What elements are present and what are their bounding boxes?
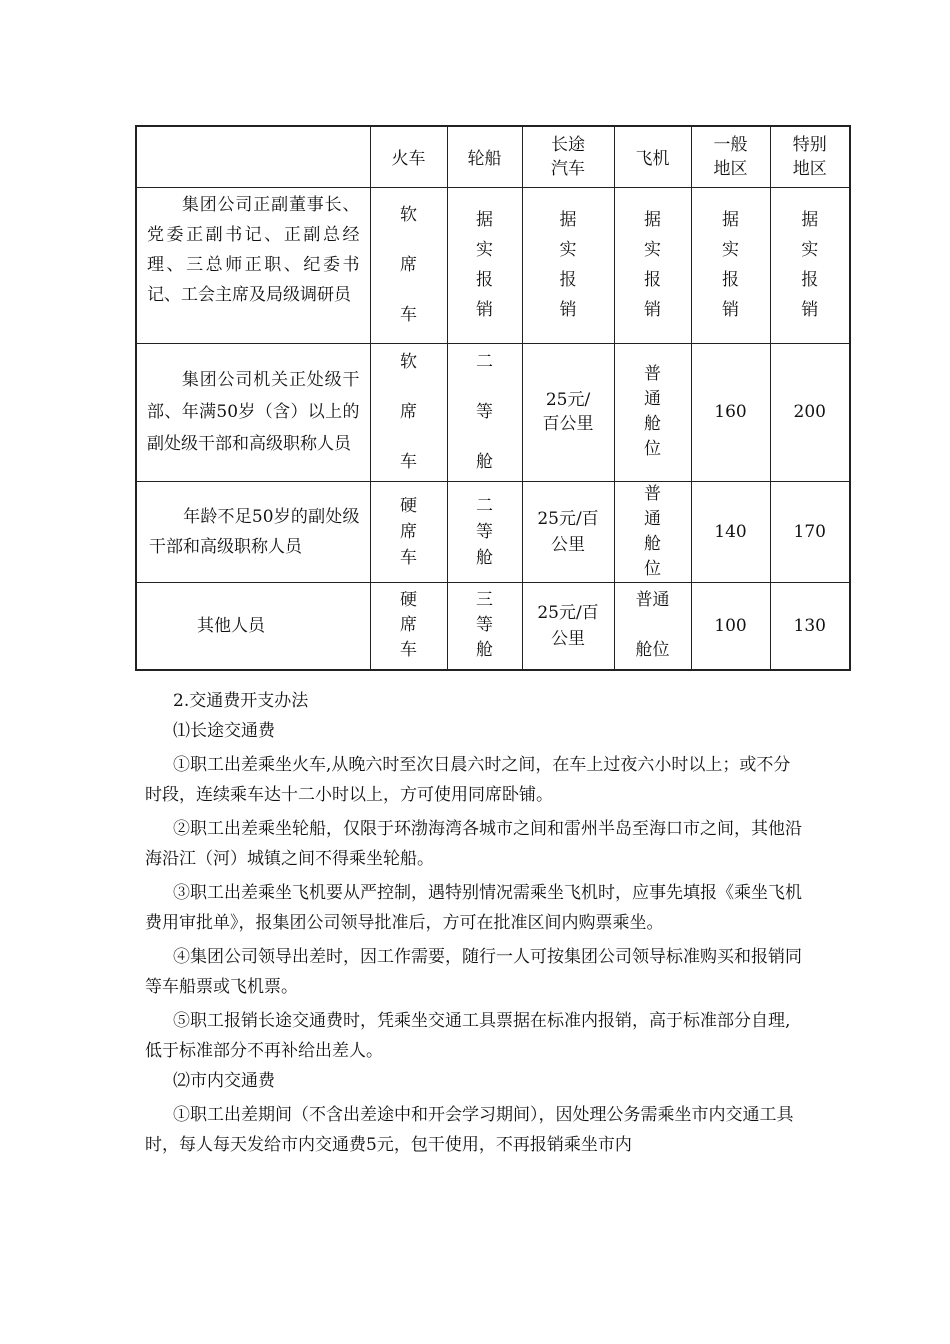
cell-general-area: 100 bbox=[691, 582, 770, 670]
cell-train: 硬 席 车 bbox=[370, 582, 447, 670]
paragraph: ①职工出差乘坐火车,从晚六时至次日晨六时之间，在车上过夜六小时以上；或不分时段，连续乘车达十二小时以上，方可使用同席卧铺。 bbox=[145, 755, 791, 805]
header-train: 火车 bbox=[370, 126, 447, 187]
cell-plane: 据 实 报 销 bbox=[614, 187, 691, 343]
row-category-text: 集团公司正副董事长、党委正副书记、正副总经理、三总师正职、纪委书记、工会主席及局级调研员 bbox=[147, 195, 360, 305]
cell-special-area: 170 bbox=[770, 481, 850, 582]
cell-general-area: 据 实 报 销 bbox=[691, 187, 770, 343]
header-ship: 轮船 bbox=[447, 126, 522, 187]
cell-train: 软 席 车 bbox=[370, 187, 447, 343]
cell-train: 硬 席 车 bbox=[370, 481, 447, 582]
cell-ship: 据 实 报 销 bbox=[447, 187, 522, 343]
travel-standard-table bbox=[135, 125, 851, 671]
row-category bbox=[136, 187, 370, 343]
cell-long-bus: 25元/百 公里 bbox=[522, 481, 614, 582]
row-category: 其他人员 bbox=[136, 582, 370, 670]
table-row bbox=[136, 481, 850, 582]
cell-special-area: 据 实 报 销 bbox=[770, 187, 850, 343]
paragraph: ④集团公司领导出差时，因工作需要，随行一人可按集团公司领导标准购买和报销同等车船票或飞机票。 bbox=[145, 947, 802, 997]
header-special-area: 特别 地区 bbox=[770, 126, 850, 187]
body-text bbox=[145, 686, 805, 1160]
header-general-area: 一般 地区 bbox=[691, 126, 770, 187]
cell-special-area: 200 bbox=[770, 343, 850, 481]
header-long-bus: 长途 汽车 bbox=[522, 126, 614, 187]
cell-ship: 二 等 舱 bbox=[447, 481, 522, 582]
subsection-heading: ⑵市内交通费 bbox=[173, 1071, 275, 1091]
cell-plane: 普 通 舱 位 bbox=[614, 481, 691, 582]
table-header-row bbox=[136, 126, 850, 187]
cell-long-bus: 25元/ 百公里 bbox=[522, 343, 614, 481]
paragraph: ①职工出差期间（不含出差途中和开会学习期间），因处理公务需乘坐市内交通工具时，每人每天发给市内交通费5元，包干使用，不再报销乘坐市内 bbox=[145, 1105, 794, 1155]
cell-general-area: 160 bbox=[691, 343, 770, 481]
cell-plane: 普 通 舱 位 bbox=[614, 343, 691, 481]
cell-train: 软 席 车 bbox=[370, 343, 447, 481]
cell-long-bus: 据 实 报 销 bbox=[522, 187, 614, 343]
cell-general-area: 140 bbox=[691, 481, 770, 582]
section-heading: 2.交通费开支办法 bbox=[173, 691, 309, 711]
cell-special-area: 130 bbox=[770, 582, 850, 670]
paragraph: ②职工出差乘坐轮船，仅限于环渤海湾各城市之间和雷州半岛至海口市之间，其他沿海沿江（河）城镇之间不得乘坐轮船。 bbox=[145, 819, 802, 869]
table-row bbox=[136, 343, 850, 481]
subsection-heading: ⑴长途交通费 bbox=[173, 721, 275, 741]
table-row bbox=[136, 582, 850, 670]
paragraph: ③职工出差乘坐飞机要从严控制，遇特别情况需乘坐飞机时，应事先填报《乘坐飞机费用审批单》，报集团公司领导批准后，方可在批准区间内购票乘坐。 bbox=[145, 883, 802, 933]
table-row bbox=[136, 187, 850, 343]
cell-plane: 普通 舱位 bbox=[614, 582, 691, 670]
header-plane: 飞机 bbox=[614, 126, 691, 187]
cell-ship: 二 等 舱 bbox=[447, 343, 522, 481]
row-category: 集团公司机关正处级干部、年满50岁（含）以上的副处级干部和高级职称人员 bbox=[136, 343, 370, 481]
paragraph: ⑤职工报销长途交通费时，凭乘坐交通工具票据在标准内报销，高于标准部分自理,低于标准部分不再补给出差人。 bbox=[145, 1011, 791, 1061]
row-category: 年龄不足50岁的副处级干部和高级职称人员 bbox=[136, 481, 370, 582]
cell-ship: 三 等 舱 bbox=[447, 582, 522, 670]
header-category bbox=[136, 126, 370, 187]
cell-long-bus: 25元/百 公里 bbox=[522, 582, 614, 670]
